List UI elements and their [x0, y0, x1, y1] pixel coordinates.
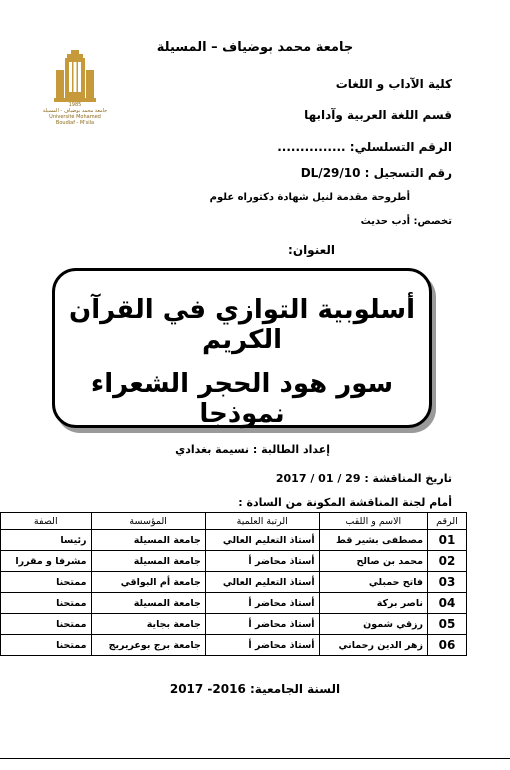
member-rank: أستاذ محاضر أ [205, 614, 319, 635]
member-role: ممتحنا [1, 635, 92, 656]
title-frame [52, 268, 432, 428]
row-number: 06 [428, 635, 467, 656]
prepared-by: إعداد الطالبة : نسيمة بغدادي [175, 443, 330, 456]
member-institution: جامعة بجاية [91, 614, 205, 635]
department-name: قسم اللغة العربية وآدابها [304, 108, 452, 122]
page-divider [0, 758, 510, 759]
logo-text-ar: جامعة محمد بوضياف - المسيلة [42, 108, 108, 114]
jury-header-row [1, 513, 467, 530]
university-name: جامعة محمد بوضياف – المسيلة [156, 40, 354, 55]
faculty-name: كلية الآداب و اللغات [335, 77, 452, 91]
member-role: ممتحنا [1, 572, 92, 593]
logo-year: 1985 [68, 102, 82, 108]
member-rank: أستاذ التعليم العالي [205, 572, 319, 593]
committee-label: أمام لجنة المناقشة المكونة من السادة : [238, 496, 452, 509]
member-institution: جامعة المسيلة [91, 551, 205, 572]
registration-value: DL/29/10 [300, 166, 361, 180]
member-role: مشرفا و مقررا [1, 551, 92, 572]
row-number: 05 [428, 614, 467, 635]
registration-number [301, 166, 452, 180]
member-institution: جامعة المسيلة [91, 593, 205, 614]
member-role: ممتحنا [1, 593, 92, 614]
header-rank: الرتبة العلمية [205, 513, 319, 530]
registration-label: رقم التسجيل : [364, 166, 452, 180]
header-role: الصفة [1, 513, 92, 530]
member-name: مصطفى بشير قط [319, 530, 427, 551]
row-number: 04 [428, 593, 467, 614]
member-institution: جامعة برج بوعريريج [91, 635, 205, 656]
table-row [1, 551, 467, 572]
logo-caption [40, 102, 110, 126]
member-institution: جامعة أم البواقي [91, 572, 205, 593]
member-role: ممتحنا [1, 614, 92, 635]
table-row [1, 572, 467, 593]
member-name: رزقي شمون [319, 614, 427, 635]
academic-year: السنة الجامعية: 2016- 2017 [169, 682, 341, 696]
member-rank: أستاذ التعليم العالي [205, 530, 319, 551]
title-line-2: سور هود الحجر الشعراء نموذجا [90, 369, 394, 429]
member-name: محمد بن صالح [319, 551, 427, 572]
table-row [1, 614, 467, 635]
header-number: الرقم [428, 513, 467, 530]
member-role: رئيسا [1, 530, 92, 551]
title-label: العنوان: [288, 243, 335, 257]
jury-table [0, 512, 467, 656]
discussion-date: تاريخ المناقشة : 29 / 01 / 2017 [275, 472, 452, 485]
serial-number: الرقم التسلسلي: ............... [277, 140, 452, 154]
table-row [1, 530, 467, 551]
table-row [1, 593, 467, 614]
row-number: 01 [428, 530, 467, 551]
header-institution: المؤسسة [91, 513, 205, 530]
table-row [1, 635, 467, 656]
row-number: 03 [428, 572, 467, 593]
member-rank: أستاذ محاضر أ [205, 551, 319, 572]
title-line-1: أسلوبية التوازي في القرآن الكريم [69, 295, 415, 355]
member-name: زهر الدين رحماني [319, 635, 427, 656]
header-name: الاسم و اللقب [319, 513, 427, 530]
member-rank: أستاذ محاضر أ [205, 635, 319, 656]
member-name: ناصر بركة [319, 593, 427, 614]
member-rank: أستاذ محاضر أ [205, 593, 319, 614]
thesis-type: أطروحة مقدمة لنيل شهادة دكتوراه علوم [209, 192, 410, 203]
specialty: تخصص: أدب حديث [360, 216, 452, 227]
member-institution: جامعة المسيلة [91, 530, 205, 551]
row-number: 02 [428, 551, 467, 572]
member-name: فاتح حمبلي [319, 572, 427, 593]
logo-text-fr: Université Mohamed Boudiaf - M'sila [49, 114, 101, 126]
